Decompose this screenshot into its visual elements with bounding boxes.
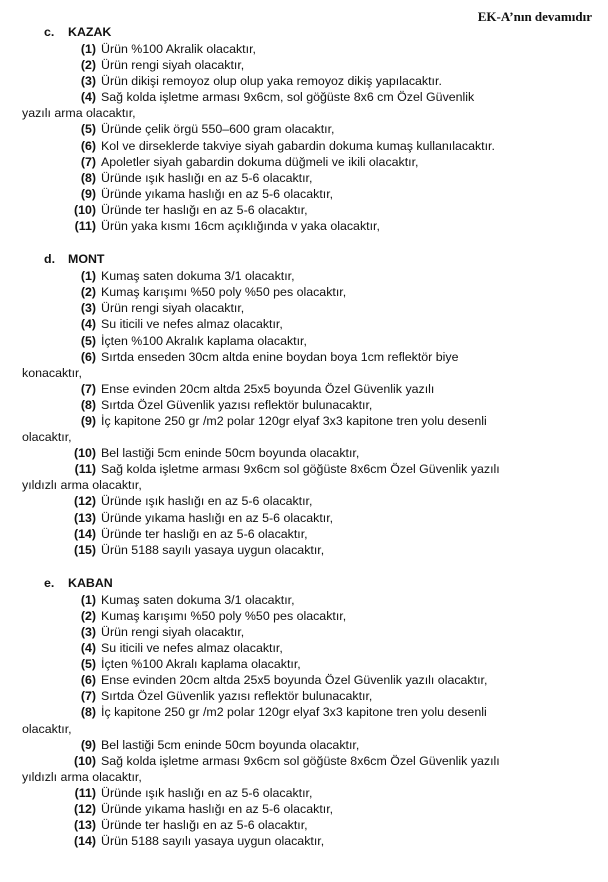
document-body: [22, 24, 596, 866]
item-number: (7): [80, 381, 96, 396]
item-text: İçten %100 Akralık kaplama olacaktır,: [101, 333, 307, 348]
item-number: (7): [80, 689, 96, 704]
item-number: (1): [80, 592, 96, 607]
section-heading: [22, 575, 596, 592]
item-text: Ürün 5188 sayılı yasaya uygun olacaktır,: [101, 834, 325, 849]
list-item: [22, 170, 596, 186]
item-text: Üründe ter haslığı en az 5-6 olacaktır,: [101, 202, 308, 217]
item-number: (10): [73, 446, 96, 461]
item-text: Ürün dikişi remoyoz olup olup yaka remoyoz dikiş yapılacaktır.: [101, 74, 442, 89]
item-text: Ürün %100 Akralik olacaktır,: [101, 42, 256, 56]
item-number: (4): [80, 90, 96, 105]
list-item: [22, 333, 596, 349]
item-number: (1): [80, 269, 96, 284]
item-number: (3): [80, 74, 96, 89]
list-item: [22, 397, 596, 413]
list-item: [22, 413, 596, 429]
item-text: Ense evinden 20cm altda 25x5 boyunda Özel Güvenlik yazılı: [101, 381, 435, 396]
item-number: (6): [80, 138, 96, 153]
list-item: [22, 493, 596, 509]
section-title: MONT: [68, 252, 105, 267]
item-number: (4): [80, 317, 96, 332]
list-item: [22, 89, 596, 105]
list-item: [22, 121, 596, 137]
item-text: Üründe yıkama haslığı en az 5-6 olacaktır,: [101, 186, 334, 201]
list-item: [22, 349, 596, 365]
item-text: Üründe yıkama haslığı en az 5-6 olacaktır,: [101, 510, 334, 525]
item-number: (1): [80, 42, 96, 56]
item-number: (6): [80, 673, 96, 688]
list-item: [22, 526, 596, 542]
item-number: (7): [80, 154, 96, 169]
item-text: Sırtda Özel Güvenlik yazısı reflektör bulunacaktır,: [101, 397, 373, 412]
item-number: (9): [80, 413, 96, 428]
item-number: (2): [80, 608, 96, 623]
list-item: [22, 218, 596, 234]
list-item: [22, 138, 596, 154]
list-item: [22, 817, 596, 833]
item-text: Üründe ışık haslığı en az 5-6 olacaktır,: [101, 494, 313, 509]
item-text: Sağ kolda işletme arması 9x6cm, sol göğüste 8x6 cm Özel Güvenlik: [101, 90, 475, 105]
item-text: Ürün rengi siyah olacaktır,: [101, 625, 245, 639]
item-continuation: yıldızlı arma olacaktır,: [22, 769, 142, 784]
item-number: (6): [80, 349, 96, 364]
item-text: Kumaş saten dokuma 3/1 olacaktır,: [101, 269, 295, 284]
section-heading: [22, 251, 596, 268]
item-number: (5): [80, 333, 96, 348]
section-kaban: [22, 575, 596, 850]
item-text: İçten %100 Akralı kaplama olacaktır,: [101, 657, 301, 672]
item-text: Üründe çelik örgü 550–600 gram olacaktır,: [101, 122, 335, 137]
list-item: [22, 624, 596, 640]
item-number: (8): [80, 397, 96, 412]
item-number: (12): [73, 494, 96, 509]
list-item: [22, 41, 596, 57]
item-text: Kumaş karışımı %50 poly %50 pes olacaktır,: [101, 608, 347, 623]
item-number: (2): [80, 285, 96, 300]
item-number: (12): [73, 802, 96, 817]
item-number: (8): [80, 705, 96, 720]
item-number: (4): [80, 641, 96, 656]
item-text: Su iticili ve nefes almaz olacaktır,: [101, 641, 283, 656]
item-number: (14): [73, 526, 96, 541]
item-text: Ürün 5188 sayılı yasaya uygun olacaktır,: [101, 542, 325, 557]
list-item: [22, 381, 596, 397]
section-letter: c.: [44, 25, 55, 39]
item-text: Ense evinden 20cm altda 25x5 boyunda Özel Güvenlik yazılı olacaktır,: [101, 673, 488, 688]
item-number: (14): [73, 834, 96, 849]
item-text: Bel lastiği 5cm eninde 50cm boyunda olacaktır,: [101, 737, 360, 752]
item-text: Kumaş karışımı %50 poly %50 pes olacaktır,: [101, 285, 347, 300]
item-continuation: olacaktır,: [22, 721, 72, 736]
list-item: [22, 154, 596, 170]
item-text: Sağ kolda işletme arması 9x6cm sol göğüste 8x6cm Özel Güvenlik yazılı: [101, 753, 500, 768]
list-item: [22, 656, 596, 672]
item-text: Ürün yaka kısmı 16cm açıklığında v yaka olacaktır,: [101, 219, 380, 234]
list-item: [22, 300, 596, 316]
item-text: Su iticili ve nefes almaz olacaktır,: [101, 317, 283, 332]
item-continuation: konacaktır,: [22, 365, 82, 380]
item-number: (9): [80, 186, 96, 201]
item-text: İç kapitone 250 gr /m2 polar 120gr elyaf 3x3 kapitone tren yolu desenli: [101, 413, 487, 428]
section-letter: d.: [44, 252, 56, 267]
section-letter: e.: [44, 575, 55, 590]
item-number: (11): [74, 785, 96, 800]
item-continuation: yazılı arma olacaktır,: [22, 106, 136, 121]
item-text: Sırtda Özel Güvenlik yazısı reflektör bulunacaktır,: [101, 689, 373, 704]
item-number: (13): [73, 510, 96, 525]
item-number: (11): [74, 219, 96, 234]
list-item: [22, 284, 596, 300]
list-item: [22, 445, 596, 461]
item-text: Kol ve dirseklerde takviye siyah gabardin dokuma kumaş kullanılacaktır.: [101, 138, 495, 153]
item-number: (13): [73, 818, 96, 833]
list-item: [22, 801, 596, 817]
list-item: [22, 542, 596, 558]
item-number: (11): [74, 462, 96, 477]
list-item: [22, 753, 596, 769]
item-text: Üründe yıkama haslığı en az 5-6 olacaktır,: [101, 802, 334, 817]
list-item: [22, 461, 596, 477]
item-text: İç kapitone 250 gr /m2 polar 120gr elyaf 3x3 kapitone tren yolu desenli: [101, 705, 487, 720]
item-continuation: olacaktır,: [22, 430, 72, 445]
list-item: [22, 592, 596, 608]
section-mont: [22, 251, 596, 558]
list-item: [22, 704, 596, 720]
list-item: [22, 688, 596, 704]
list-item: [22, 202, 596, 218]
section-heading: [22, 24, 596, 41]
item-text: Ürün rengi siyah olacaktır,: [101, 301, 245, 316]
item-continuation: yıldızlı arma olacaktır,: [22, 478, 142, 493]
item-number: (2): [80, 58, 96, 73]
list-item: [22, 57, 596, 73]
item-text: Üründe ışık haslığı en az 5-6 olacaktır,: [101, 170, 313, 185]
item-text: Üründe ter haslığı en az 5-6 olacaktır,: [101, 818, 308, 833]
list-item: [22, 672, 596, 688]
section-title: KAZAK: [68, 25, 112, 39]
item-number: (3): [80, 625, 96, 639]
list-item: [22, 510, 596, 526]
item-text: Sırtda enseden 30cm altda enine boydan boya 1cm reflektör biye: [101, 349, 459, 364]
item-number: (5): [80, 657, 96, 672]
item-number: (8): [80, 170, 96, 185]
list-item: [22, 316, 596, 332]
list-item: [22, 186, 596, 202]
list-item: [22, 268, 596, 284]
item-number: (3): [80, 301, 96, 316]
list-item: [22, 640, 596, 656]
item-text: Kumaş saten dokuma 3/1 olacaktır,: [101, 592, 295, 607]
item-text: Sağ kolda işletme arması 9x6cm sol göğüste 8x6cm Özel Güvenlik yazılı: [101, 462, 500, 477]
list-item: [22, 833, 596, 849]
list-item: [22, 737, 596, 753]
page-header: EK-A’nın devamıdır: [477, 9, 592, 24]
list-item: [22, 73, 596, 89]
item-text: Apoletler siyah gabardin dokuma düğmeli ve ikili olacaktır,: [101, 154, 419, 169]
item-number: (15): [73, 542, 96, 557]
item-text: Bel lastiği 5cm eninde 50cm boyunda olacaktır,: [101, 446, 360, 461]
list-item: [22, 785, 596, 801]
section-title: KABAN: [68, 575, 113, 590]
item-text: Üründe ter haslığı en az 5-6 olacaktır,: [101, 526, 308, 541]
item-number: (10): [73, 202, 96, 217]
item-text: Ürün rengi siyah olacaktır,: [101, 58, 245, 73]
section-kazak: [22, 24, 596, 234]
item-number: (9): [80, 737, 96, 752]
list-item: [22, 608, 596, 624]
item-number: (10): [73, 753, 96, 768]
item-text: Üründe ışık haslığı en az 5-6 olacaktır,: [101, 785, 313, 800]
item-number: (5): [80, 122, 96, 137]
